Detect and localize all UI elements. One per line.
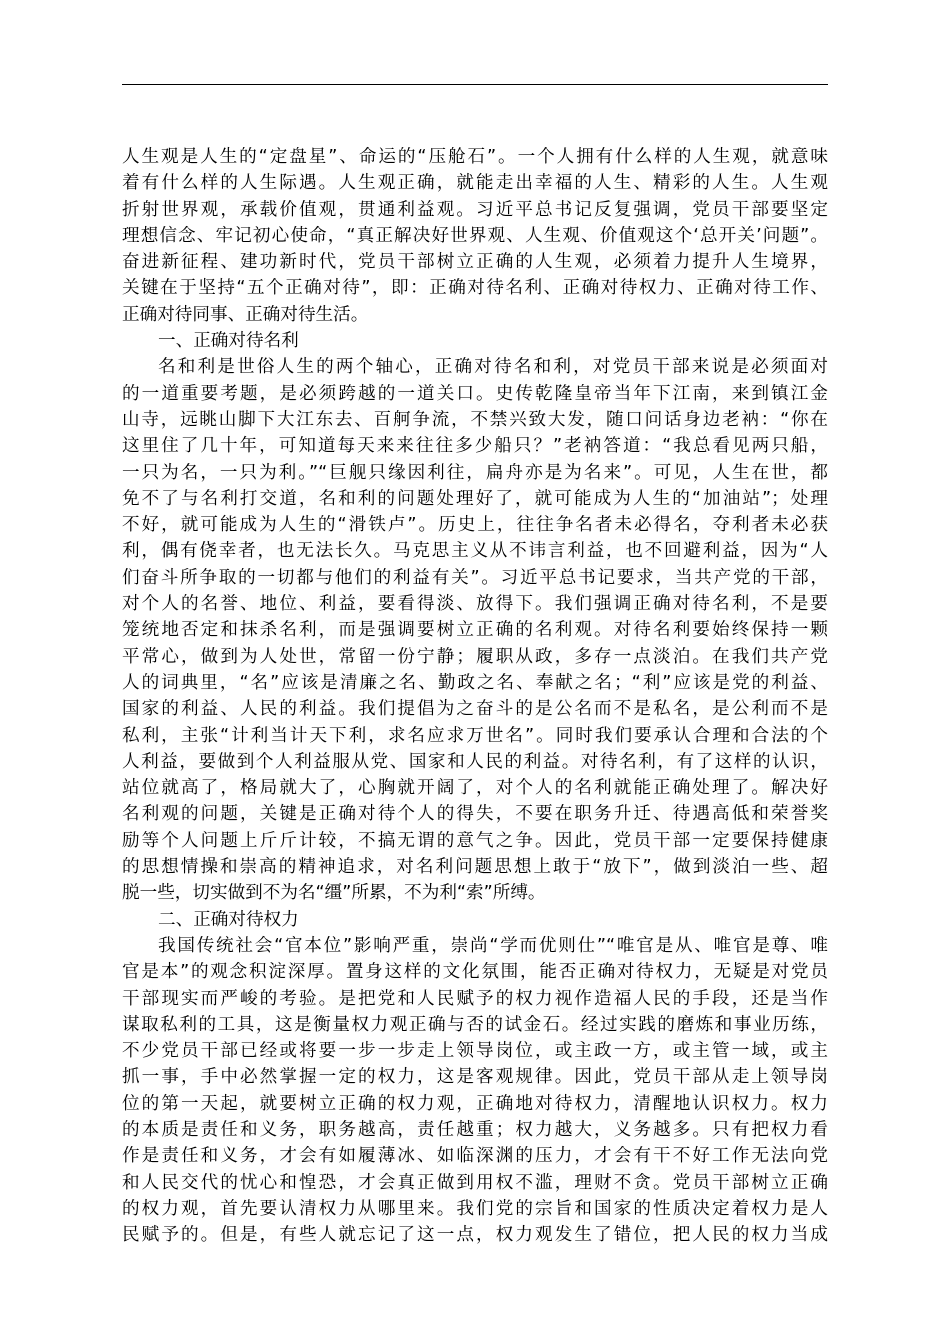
text-line: 站位就高了，格局就大了，心胸就开阔了，对个人的名利就能正确处理了。解决好 [122,778,828,799]
text-line: 利，偶有侥幸者，也无法长久。马克思主义从不讳言利益，也不回避利益，因为“人 [122,541,828,562]
text-line: 名和利是世俗人生的两个轴心，正确对待名和利，对党员干部来说是必须面对 [158,357,828,378]
text-line: 人生观是人生的“定盘星”、命运的“压舱石”。一个人拥有什么样的人生观，就意味 [122,147,828,167]
text-line: 理想信念、牢记初心使命，“真正解决好世界观、人生观、价值观这个‘总开关’问题”。 [122,225,828,246]
text-line: 着有什么样的人生际遇。人生观正确，就能走出幸福的人生、精彩的人生。人生观 [122,173,828,194]
text-line: 平常心，做到为人处世，常留一份宁静；履职从政，多存一点淡泊。在我们共产党 [122,646,828,667]
text-line: 的本质是责任和义务，职务越高，责任越重；权力越大，义务越多。只有把权力看 [122,1119,828,1140]
text-line: 官是本”的观念积淀深厚。置身这样的文化氛围，能否正确对待权力，无疑是对党员 [122,962,828,983]
text-line: 脱一些，切实做到不为名“缰”所累，不为利“索”所缚。 [122,883,546,904]
text-line: 我国传统社会“官本位”影响严重，崇尚“学而优则仕”“唯官是从、唯官是尊、唯 [158,935,828,956]
text-line: 关键在于坚持“五个正确对待”，即：正确对待名利、正确对待权力、正确对待工作、 [122,278,828,299]
text-line: 谋取私利的工具，这是衡量权力观正确与否的试金石。经过实践的磨炼和事业历练， [122,1014,828,1035]
text-line: 山寺，远眺山脚下大江东去、百舸争流，不禁兴致大发，随口问话身边老衲：“你在 [122,409,828,430]
text-line: 不好，就可能成为人生的“滑铁卢”。历史上，往往争名者未必得名，夺利者未必获 [122,515,828,536]
text-line: 抓一事，手中必然掌握一定的权力，这是客观规律。因此，党员干部从走上领导岗 [122,1067,828,1088]
text-line: 的一道重要考题，是必须跨越的一道关口。史传乾隆皇帝当年下江南，来到镇江金 [122,383,828,404]
header-rule [122,84,828,85]
text-line: 私利，主张“计利当计天下利，求名应求万世名”。同时我们要承认合理和合法的个 [122,725,828,746]
section-heading: 一、正确对待名利 [158,331,299,352]
section-heading: 二、正确对待权力 [158,909,299,930]
text-line: 一只为名，一只为利。”“巨舰只缘因利往，扁舟亦是为名来”。可见，人生在世，都 [122,462,828,483]
text-line: 人利益，要做到个人利益服从党、国家和人民的利益。对待名利，有了这样的认识， [122,751,828,772]
text-line: 奋进新征程、建功新时代，党员干部树立正确的人生观，必须着力提升人生境界， [122,252,828,273]
text-line: 和人民交代的忧心和惶恐，才会真正做到用权不滥，理财不贪。党员干部树立正确 [122,1172,828,1193]
text-line: 免不了与名利打交道，名和利的问题处理好了，就可能成为人生的“加油站”；处理 [122,488,828,509]
document-body [122,144,828,1248]
text-line: 民赋予的。但是，有些人就忘记了这一点，权力观发生了错位，把人民的权力当成 [122,1225,828,1246]
text-line: 们奋斗所争取的一切都与他们的利益有关”。习近平总书记要求，当共产党的干部， [122,567,828,588]
text-line: 折射世界观，承载价值观，贯通利益观。习近平总书记反复强调，党员干部要坚定 [122,199,828,220]
text-line: 正确对待同事、正确对待生活。 [122,304,369,325]
text-line: 名利观的问题，关键是正确对待个人的得失，不要在职务升迁、待遇高低和荣誉奖 [122,804,828,825]
text-line: 人的词典里，“名”应该是清廉之名、勤政之名、奉献之名；“利”应该是党的利益、 [122,672,828,693]
text-line: 的权力观，首先要认清权力从哪里来。我们党的宗旨和国家的性质决定着权力是人 [122,1198,828,1219]
text-line: 励等个人问题上斤斤计较，不搞无谓的意气之争。因此，党员干部一定要保持健康 [122,830,828,851]
text-line: 干部现实而严峻的考验。是把党和人民赋予的权力视作造福人民的手段，还是当作 [122,988,828,1009]
text-line: 这里住了几十年，可知道每天来来往往多少船只？”老衲答道：“我总看见两只船， [122,436,828,457]
text-line: 位的第一天起，就要树立正确的权力观，正确地对待权力，清醒地认识权力。权力 [122,1093,828,1114]
text-line: 对个人的名誉、地位、利益，要看得淡、放得下。我们强调正确对待名利，不是要 [122,594,828,615]
text-line: 国家的利益、人民的利益。我们提倡为之奋斗的是公名而不是私名，是公利而不是 [122,699,828,720]
text-line: 不少党员干部已经或将要一步一步走上领导岗位，或主政一方，或主管一域，或主 [122,1041,828,1062]
text-line: 的思想情操和崇高的精神追求，对名利问题思想上敢于“放下”，做到淡泊一些、超 [122,857,828,878]
text-line: 笼统地否定和抹杀名利，而是强调要树立正确的名利观。对待名利要始终保持一颗 [122,620,828,641]
text-line: 作是责任和义务，才会有如履薄冰、如临深渊的压力，才会有干不好工作无法向党 [122,1146,828,1167]
